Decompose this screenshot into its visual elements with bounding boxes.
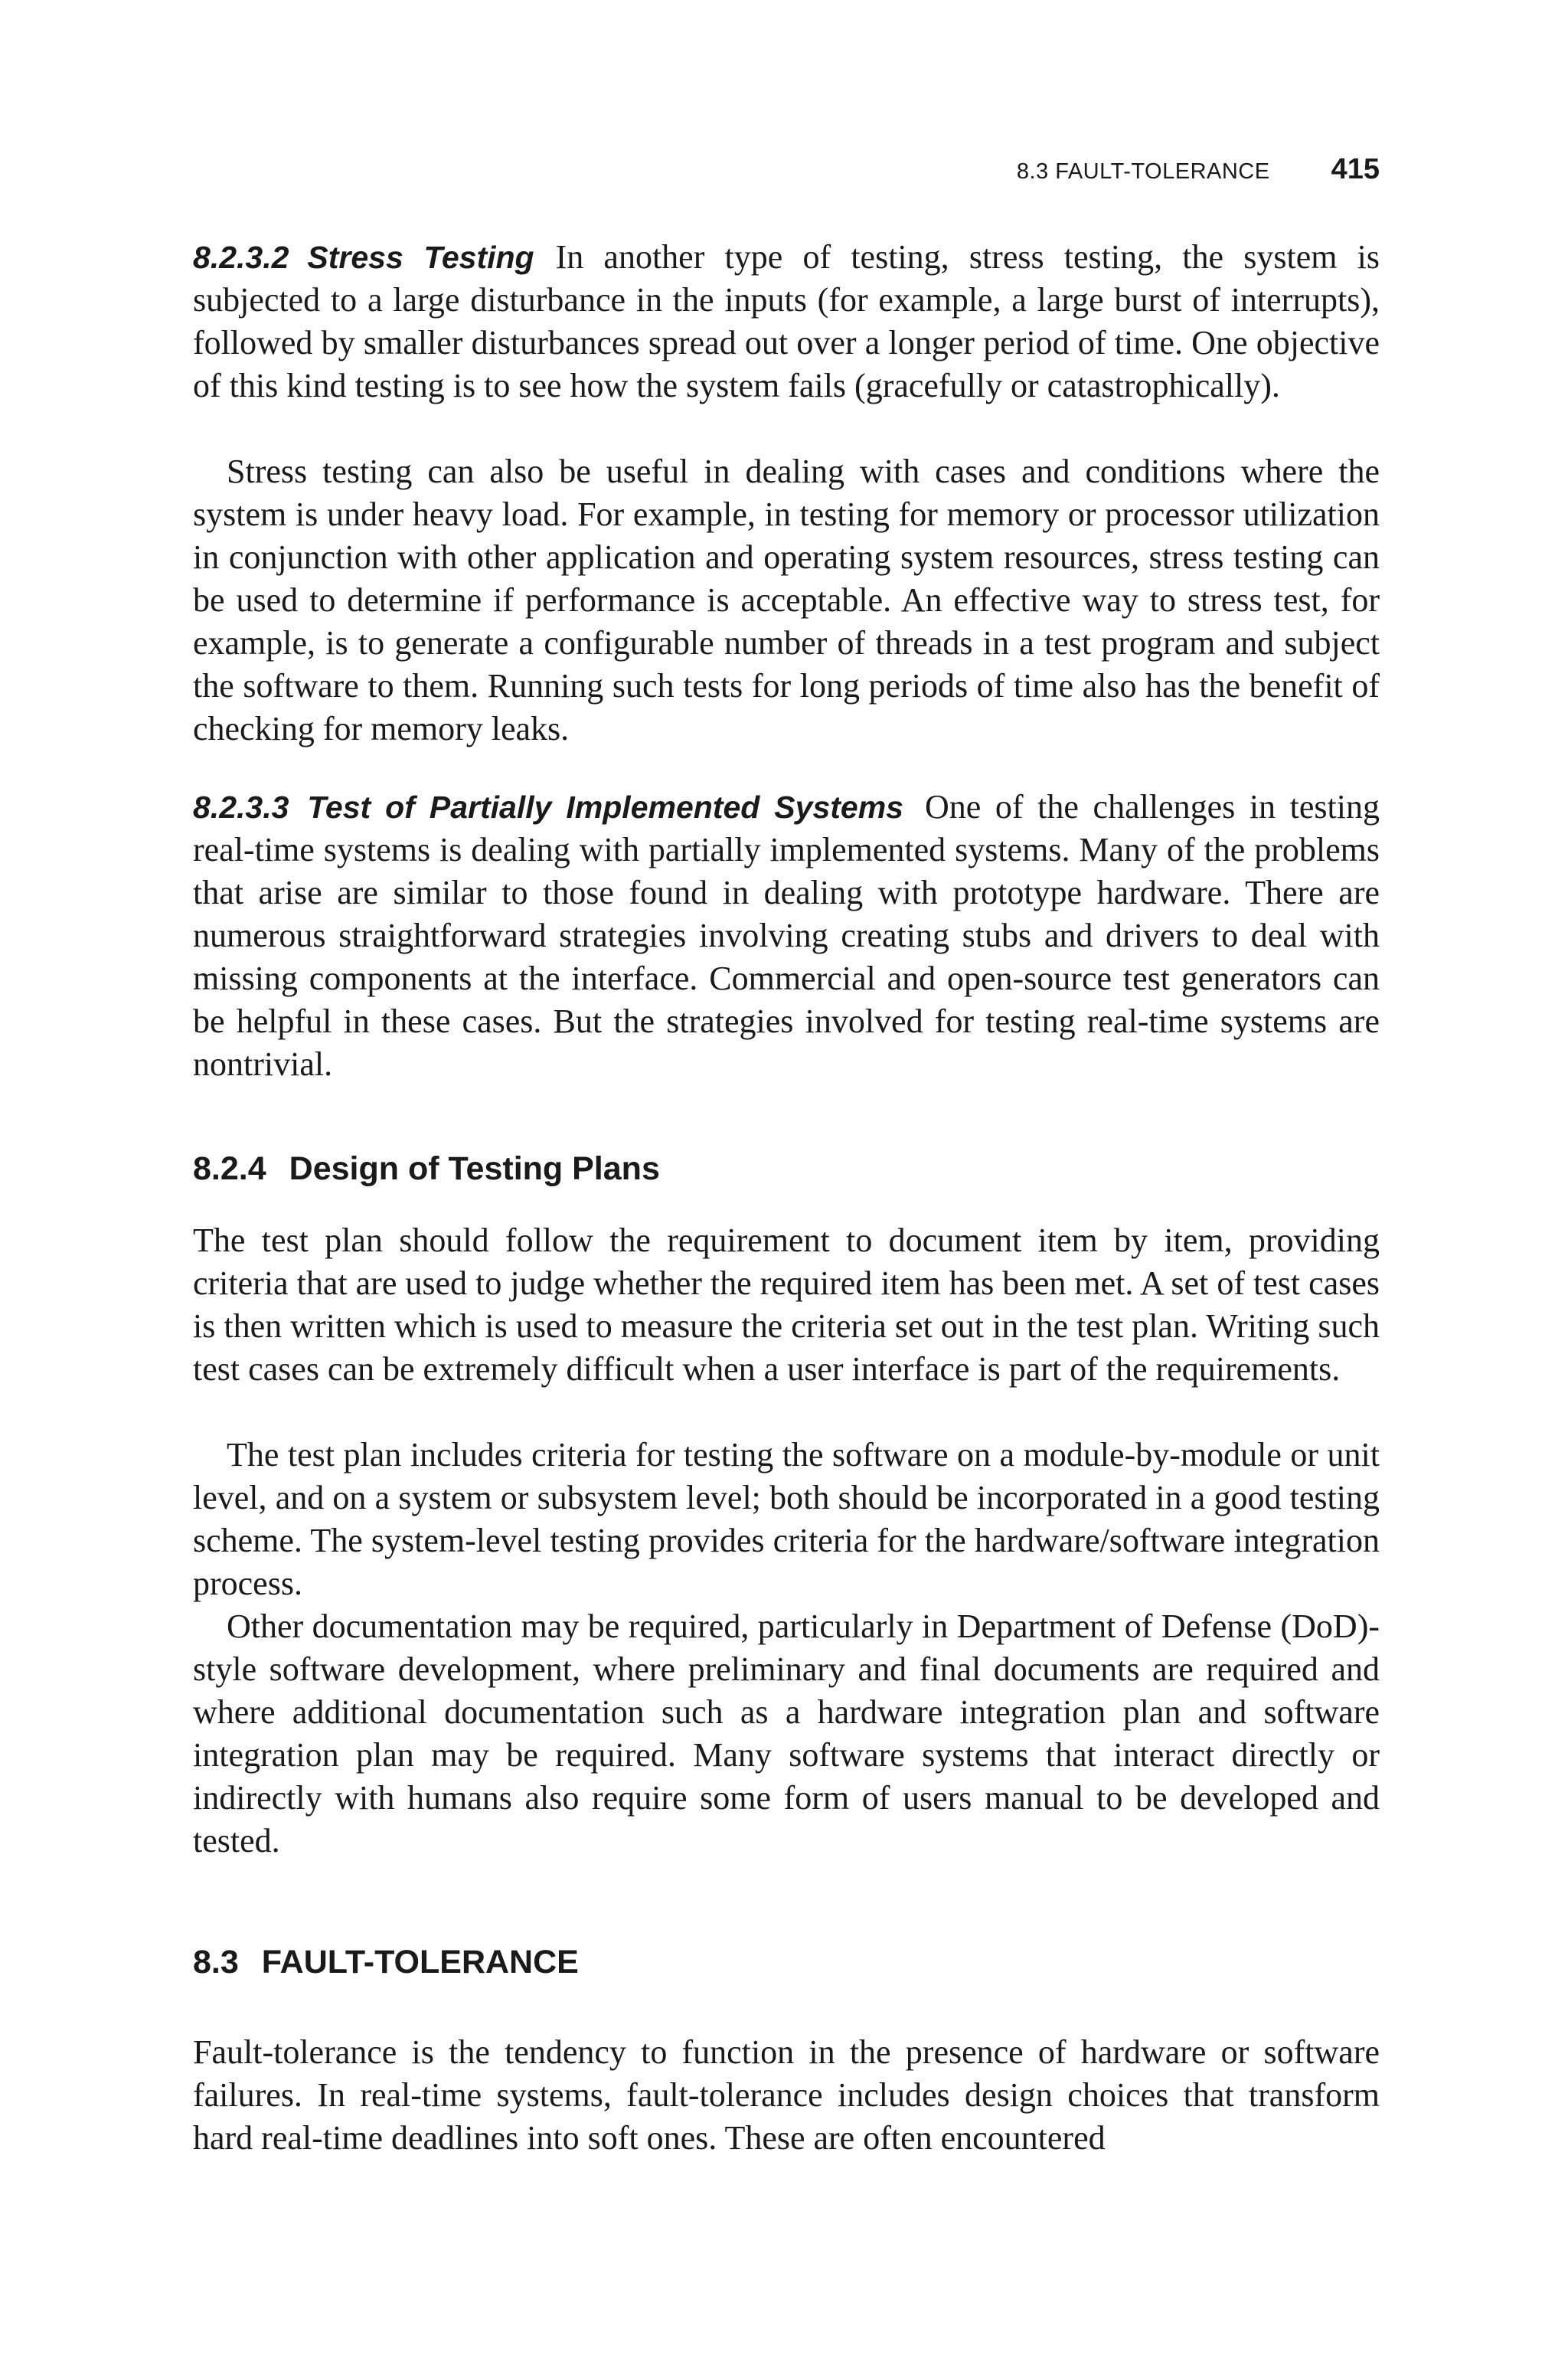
section-heading-testing-plans [193, 1150, 660, 1188]
subsection-heading-partial-systems [193, 790, 903, 825]
subsection-heading-stress-testing [193, 240, 534, 275]
section-number: 8.3 [193, 1944, 239, 1980]
stress-testing-paragraph-1 [193, 236, 1380, 407]
section-title: FAULT-TOLERANCE [261, 1944, 579, 1980]
section-heading-fault-tolerance [193, 1944, 579, 1981]
fault-tolerance-paragraph-1: Fault-tolerance is the tendency to function in the presence of hardware or software failures. In real-time systems, fault-tolerance includes design choices that transform hard real-time deadlines into soft ones. These are often encountered [193, 2033, 1380, 2157]
subsection-title: Stress Testing [307, 240, 534, 275]
testing-plans-paragraph-1: The test plan should follow the requirement to document item by item, providing criteria that are used to judge whether the required item has been met. A set of test cases is then written which is used to measure the criteria set out in the test plan. Writing such test cases can be extremely difficult when a user interface is part of the requirements. [193, 1222, 1380, 1388]
subsection-number: 8.2.3.3 [193, 790, 289, 825]
page-number: 415 [1331, 153, 1380, 185]
stress-testing-paragraph-2: Stress testing can also be useful in dealing with cases and conditions where the system is under heavy load. For example, in testing for memory or processor utilization in conjunction with other application and operating system resources, stress testing can be used to determine if performance is acceptable. An effective way to stress test, for example, is to generate a configurable number of threads in a test program and subject the software to them. Running such tests for long periods of time also has the benefit of checking for memory leaks. [193, 453, 1380, 747]
running-head [1017, 153, 1380, 186]
partial-systems-paragraph-1 [193, 786, 1380, 1086]
testing-plans-paragraph-2: The test plan includes criteria for testing the software on a module-by-module or unit level, and on a system or subsystem level; both should be incorporated in a good testing scheme. The system-level testing provides criteria for the hardware/software integration process. [193, 1436, 1380, 1602]
subsection-number: 8.2.3.2 [193, 240, 289, 275]
section-number: 8.2.4 [193, 1150, 266, 1187]
subsection-title: Test of Partially Implemented Systems [307, 790, 903, 825]
paragraph-text: In another type of testing, stress testing, the system is subjected to a large disturbance in the inputs (for example, a large burst of interrupts), followed by smaller disturbances spread out over a longer period of time. One objective of this kind testing is to see how the system fails (gracefully or catastrophically). [193, 238, 1380, 404]
testing-plans-paragraph-3: Other documentation may be required, particularly in Department of Defense (DoD)-style software development, where preliminary and final documents are required and where additional documentation such as a hardware integration plan and software integration plan may be required. Many software systems that interact directly or indirectly with humans also require some form of users manual to be developed and tested. [193, 1608, 1380, 1859]
running-head-title: 8.3 FAULT-TOLERANCE [1016, 159, 1270, 184]
section-title: Design of Testing Plans [289, 1150, 660, 1187]
paragraph-text: One of the challenges in testing real-time systems is dealing with partially implemented systems. Many of the problems that arise are similar to those found in dealing with prototype hardware. There are numerous straightforward strategies involving creating stubs and drivers to deal with missing components at the interface. Commercial and open-source test generators can be helpful in these cases. But the strategies involved for testing real-time systems are nontrivial. [193, 788, 1380, 1083]
